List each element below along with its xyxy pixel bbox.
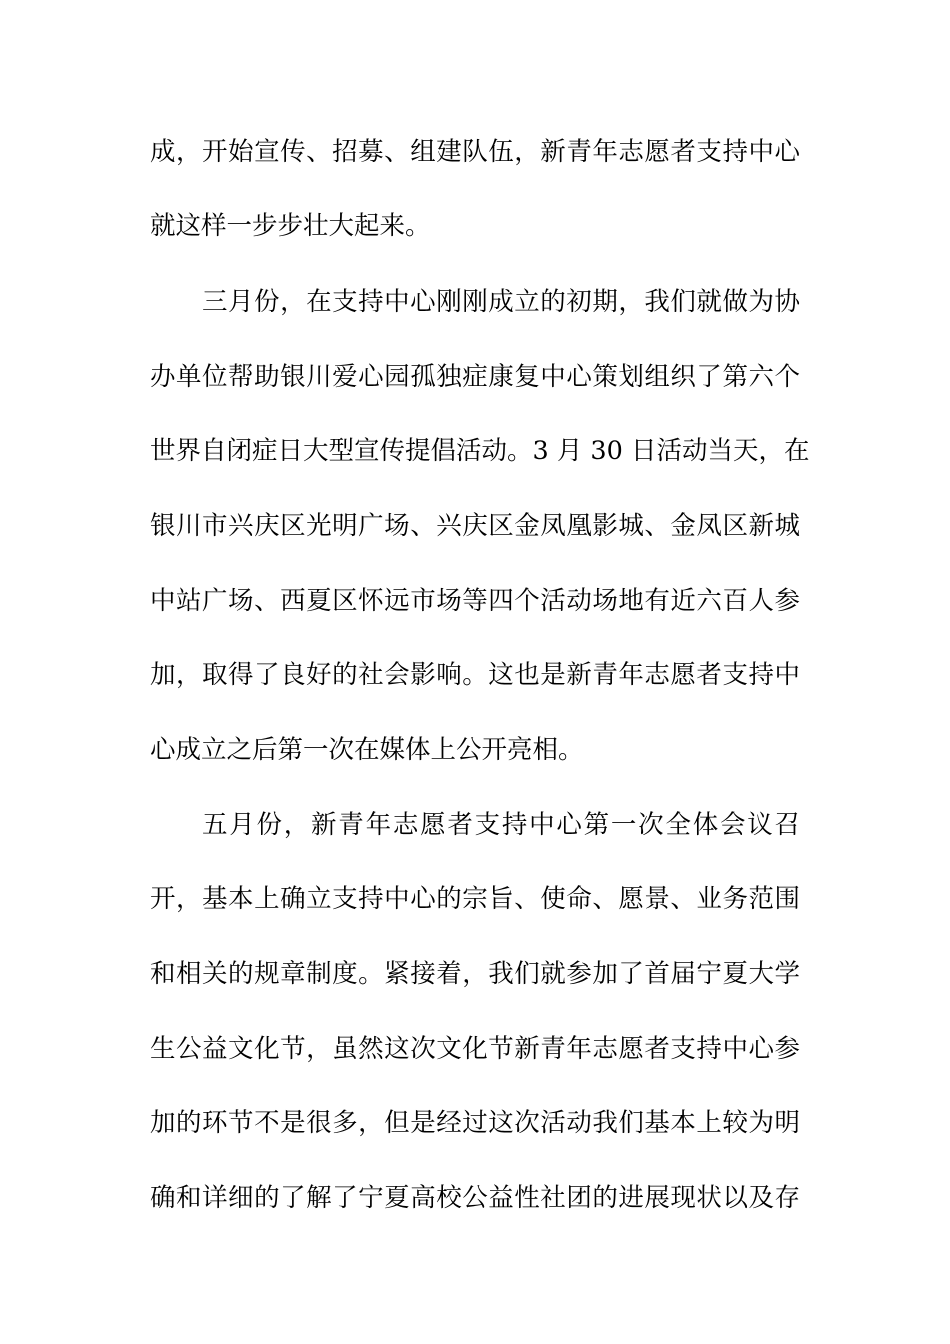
- text-line: 确和详细的了解了宁夏高校公益性社团的进展现状以及存: [150, 1183, 800, 1213]
- text-line: 加的环节不是很多，但是经过这次活动我们基本上较为明: [150, 1108, 800, 1138]
- text-line: 生公益文化节，虽然这次文化节新青年志愿者支持中心参: [150, 1034, 800, 1064]
- text-line: 世界自闭症日大型宣传提倡活动。3 月 30 日活动当天，在: [150, 436, 810, 466]
- text-line: 银川市兴庆区光明广场、兴庆区金凤凰影城、金凤区新城: [150, 511, 800, 541]
- text-line: 成，开始宣传、招募、组建队伍，新青年志愿者支持中心: [150, 137, 800, 167]
- text-line: 中站广场、西夏区怀远市场等四个活动场地有近六百人参: [150, 586, 800, 616]
- text-line: 和相关的规章制度。紧接着，我们就参加了首届宁夏大学: [150, 959, 800, 989]
- text-line: 心成立之后第一次在媒体上公开亮相。: [150, 735, 584, 765]
- paragraph-start-line: 三月份，在支持中心刚刚成立的初期，我们就做为协: [202, 287, 800, 317]
- text-line: 加，取得了良好的社会影响。这也是新青年志愿者支持中: [150, 660, 800, 690]
- text-line: 就这样一步步壮大起来。: [150, 211, 431, 241]
- paragraph-start-line: 五月份，新青年志愿者支持中心第一次全体会议召: [202, 810, 800, 840]
- text-line: 开，基本上确立支持中心的宗旨、使命、愿景、业务范围: [150, 884, 800, 914]
- text-line: 办单位帮助银川爱心园孤独症康复中心策划组织了第六个: [150, 362, 800, 392]
